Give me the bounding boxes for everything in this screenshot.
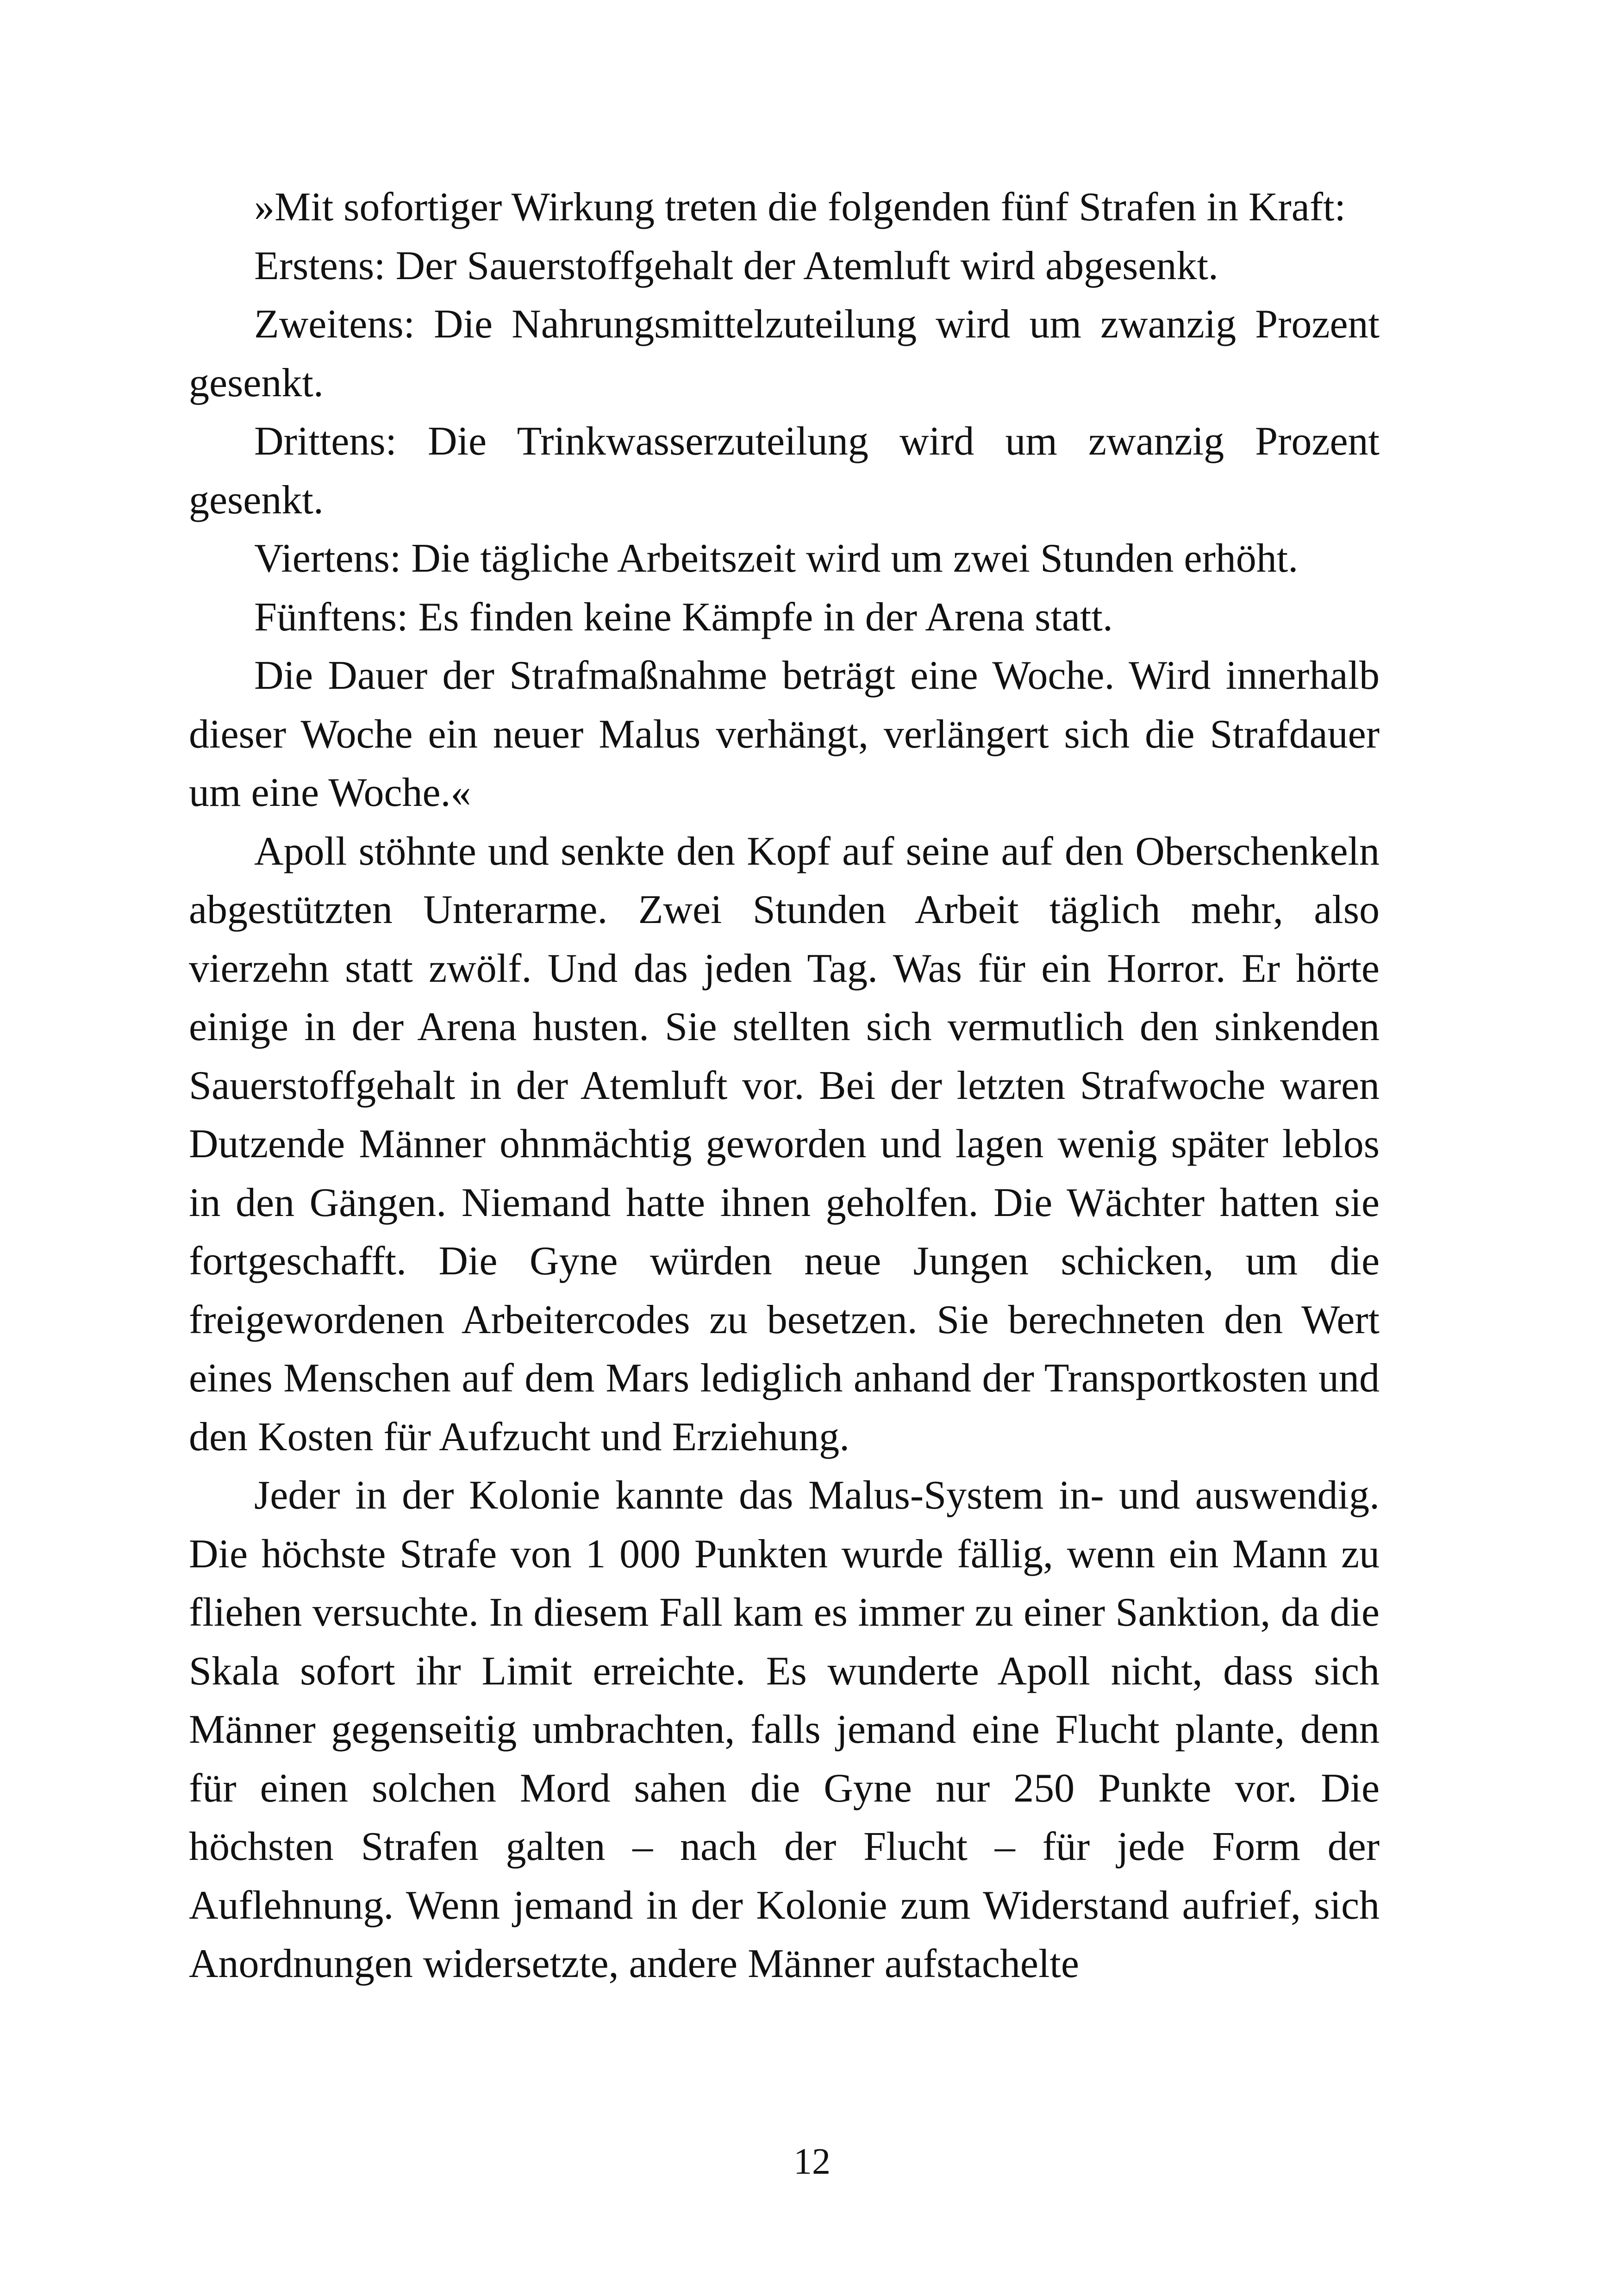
paragraph-duration: Die Dauer der Strafmaßnahme beträgt eine Woche. Wird innerhalb dieser Woche ein neuer Malus verhängt, verlängert sich die Strafdauer um eine Woche.« bbox=[189, 653, 1380, 815]
paragraph-fourth-penalty: Viertens: Die tägliche Arbeitszeit wird um zwei Stunden erhöht. bbox=[254, 536, 1299, 581]
paragraph-second-penalty: Zweitens: Die Nahrungsmittelzuteilung wird um zwanzig Prozent gesenkt. bbox=[189, 302, 1380, 405]
paragraph-fifth-penalty: Fünftens: Es finden keine Kämpfe in der Arena statt. bbox=[254, 594, 1113, 640]
paragraph-apoll: Apoll stöhnte und senkte den Kopf auf seine auf den Oberschenkeln abgestützten Unterarme. Zwei Stunden Arbeit täglich mehr, also vierzehn statt zwölf. Und das jeden Tag. Was für ein Horror. Er hörte einige in der Arena husten. Sie stellten sich vermutlich den sinkenden Sauerstoffgehalt in der Atemluft vor. Bei der letzten Strafwoche waren Dutzende Männer ohnmächtig geworden und lagen wenig später leblos in den Gängen. Niemand hatte ihnen geholfen. Die Wächter hatten sie fortgeschafft. Die Gyne würden neue Jungen schicken, um die freigewordenen Arbeitercodes zu besetzen. Sie berechneten den Wert eines Menschen auf dem Mars lediglich anhand der Transportkosten und den Kosten für Aufzucht und Erziehung. bbox=[189, 829, 1380, 1459]
page-number: 12 bbox=[793, 2141, 831, 2182]
paragraph-malus-system: Jeder in der Kolonie kannte das Malus-System in- und auswendig. Die höchste Strafe von 1 000 Punkten wurde fällig, wenn ein Mann zu fliehen versuchte. In diesem Fall kam es immer zu einer Sanktion, da die Skala sofort ihr Limit erreichte. Es wunderte Apoll nicht, dass sich Männer gegenseitig umbrachten, falls jemand eine Flucht plante, denn für einen solchen Mord sahen die Gyne nur 250 Punkte vor. Die höchsten Strafen galten – nach der Flucht – für jede Form der Auflehnung. Wenn jemand in der Kolonie zum Widerstand aufrief, sich Anordnungen widersetzte, andere Männer aufstachelte bbox=[189, 1473, 1380, 1986]
body-text bbox=[189, 178, 1380, 1994]
paragraph-first-penalty: Erstens: Der Sauerstoffgehalt der Atemluft wird abgesenkt. bbox=[254, 243, 1218, 288]
paragraph-announcement: »Mit sofortiger Wirkung treten die folgenden fünf Strafen in Kraft: bbox=[254, 185, 1346, 230]
paragraph-third-penalty: Drittens: Die Trinkwasserzuteilung wird um zwanzig Prozent gesenkt. bbox=[189, 419, 1380, 523]
